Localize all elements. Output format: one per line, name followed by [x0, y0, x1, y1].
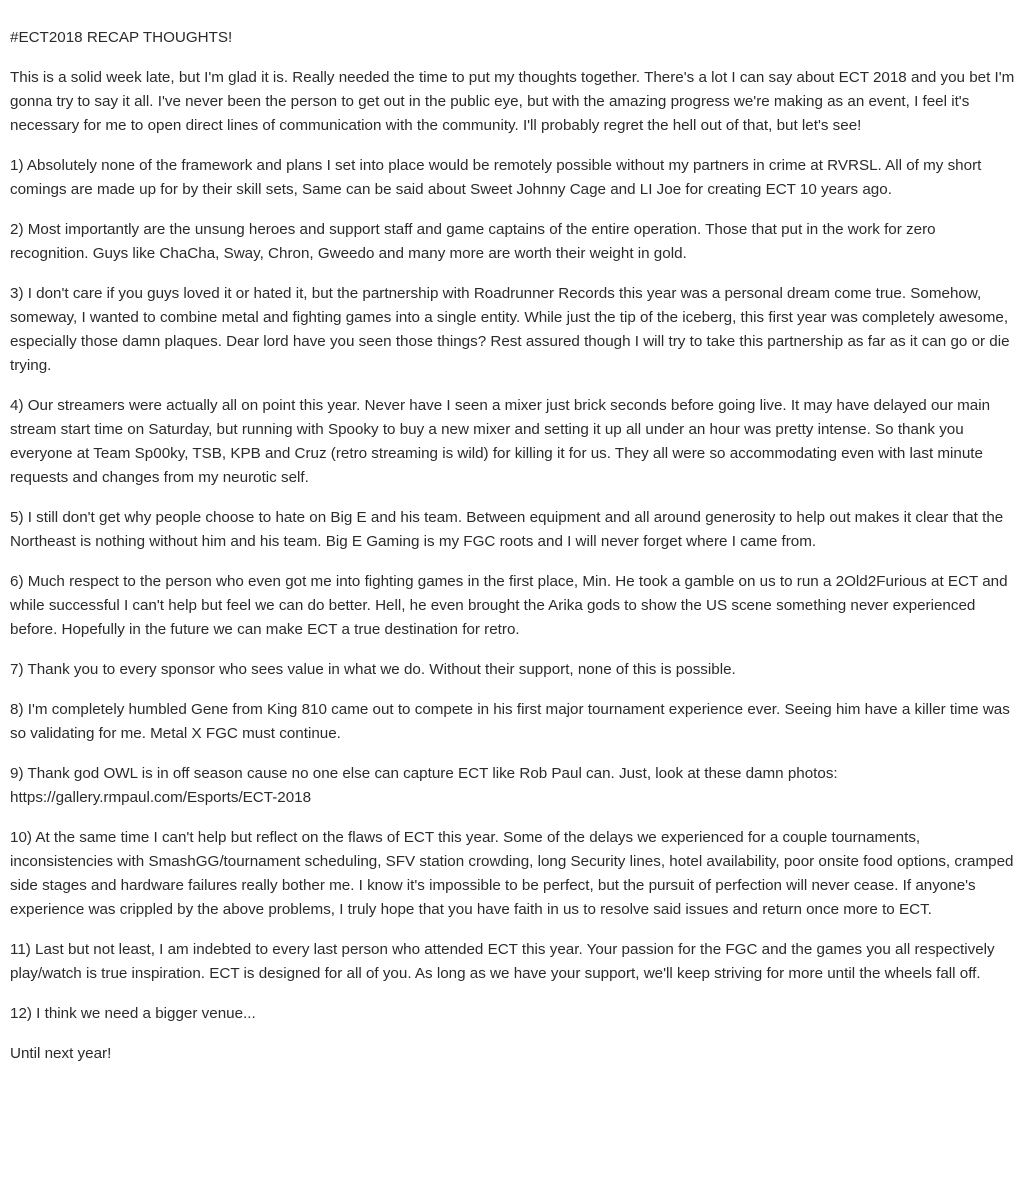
point-12-paragraph: 12) I think we need a bigger venue...: [10, 1005, 256, 1022]
point-8-paragraph: 8) I'm completely humbled Gene from King 810 came out to compete in his first major tournament experience ever. Seeing him have a killer time was so validating for me. Metal X FGC must continue.: [10, 701, 1010, 742]
point-1-paragraph: 1) Absolutely none of the framework and plans I set into place would be remotely possible without my partners in crime at RVRSL. All of my short comings are made up for by their skill sets, Same can be said about Sweet Johnny Cage and LI Joe for creating ECT 10 years ago.: [10, 157, 982, 198]
point-4-paragraph: 4) Our streamers were actually all on point this year. Never have I seen a mixer just brick seconds before going live. It may have delayed our main stream start time on Saturday, but running with Spooky to buy a new mixer and setting it up all under an hour was pretty intense. So thank you everyone at Team Sp00ky, TSB, KPB and Cruz (retro streaming is wild) for killing it for us. They all were so accommodating even with last minute requests and changes from my neurotic self.: [10, 397, 991, 486]
point-5-paragraph: 5) I still don't get why people choose to hate on Big E and his team. Between equipment and all around generosity to help out makes it clear that the Northeast is nothing without him and his team. Big E Gaming is my FGC roots and I will never forget where I came from.: [10, 509, 1004, 550]
post-title: #ECT2018 RECAP THOUGHTS!: [10, 29, 233, 46]
point-6-paragraph: 6) Much respect to the person who even got me into fighting games in the first place, Min. He took a gamble on us to run a 2Old2Furious at ECT and while successful I can't help but feel we can do better. Hell, he even brought the Arika gods to show the US scene something never experienced before. Hopefully in the future we can make ECT a true destination for retro.: [10, 573, 1008, 638]
point-7-paragraph: 7) Thank you to every sponsor who sees value in what we do. Without their support, none of this is possible.: [10, 661, 736, 678]
point-9-paragraph: 9) Thank god OWL is in off season cause no one else can capture ECT like Rob Paul can. Just, look at these damn photos: https://gallery.rmpaul.com/Esports/ECT-2018: [10, 765, 838, 806]
point-3-paragraph: 3) I don't care if you guys loved it or hated it, but the partnership with Roadrunner Records this year was a personal dream come true. Somehow, someway, I wanted to combine metal and fighting games into a single entity. While just the tip of the iceberg, this first year was completely awesome, especially those damn plaques. Dear lord have you seen those things? Rest assured though I will try to take this partnership as far as it can go or die trying.: [10, 285, 1010, 374]
intro-paragraph: This is a solid week late, but I'm glad it is. Really needed the time to put my thoughts together. There's a lot I can say about ECT 2018 and you bet I'm gonna try to say it all. I've never been the person to get out in the public eye, but with the amazing progress we're making as an event, I feel it's necessary for me to open direct lines of communication with the community. I'll probably regret the hell out of that, but let's see!: [10, 69, 1015, 134]
point-2-paragraph: 2) Most importantly are the unsung heroes and support staff and game captains of the entire operation. Those that put in the work for zero recognition. Guys like ChaCha, Sway, Chron, Gweedo and many more are worth their weight in gold.: [10, 221, 936, 262]
signoff-paragraph: Until next year!: [10, 1045, 112, 1062]
point-10-paragraph: 10) At the same time I can't help but reflect on the flaws of ECT this year. Some of the delays we experienced for a couple tournaments, inconsistencies with SmashGG/tournament scheduling, SFV station crowding, long Security lines, hotel availability, poor onsite food options, cramped side stages and hardware failures really bother me. I know it's impossible to be perfect, but the pursuit of perfection will never cease. If anyone's experience was crippled by the above problems, I truly hope that you have faith in us to resolve said issues and return once more to ECT.: [10, 829, 1014, 918]
post-body: [10, 26, 1016, 1082]
point-11-paragraph: 11) Last but not least, I am indebted to every last person who attended ECT this year. Your passion for the FGC and the games you all respectively play/watch is true inspiration. ECT is designed for all of you. As long as we have your support, we'll keep striving for more until the wheels fall off.: [10, 941, 995, 982]
